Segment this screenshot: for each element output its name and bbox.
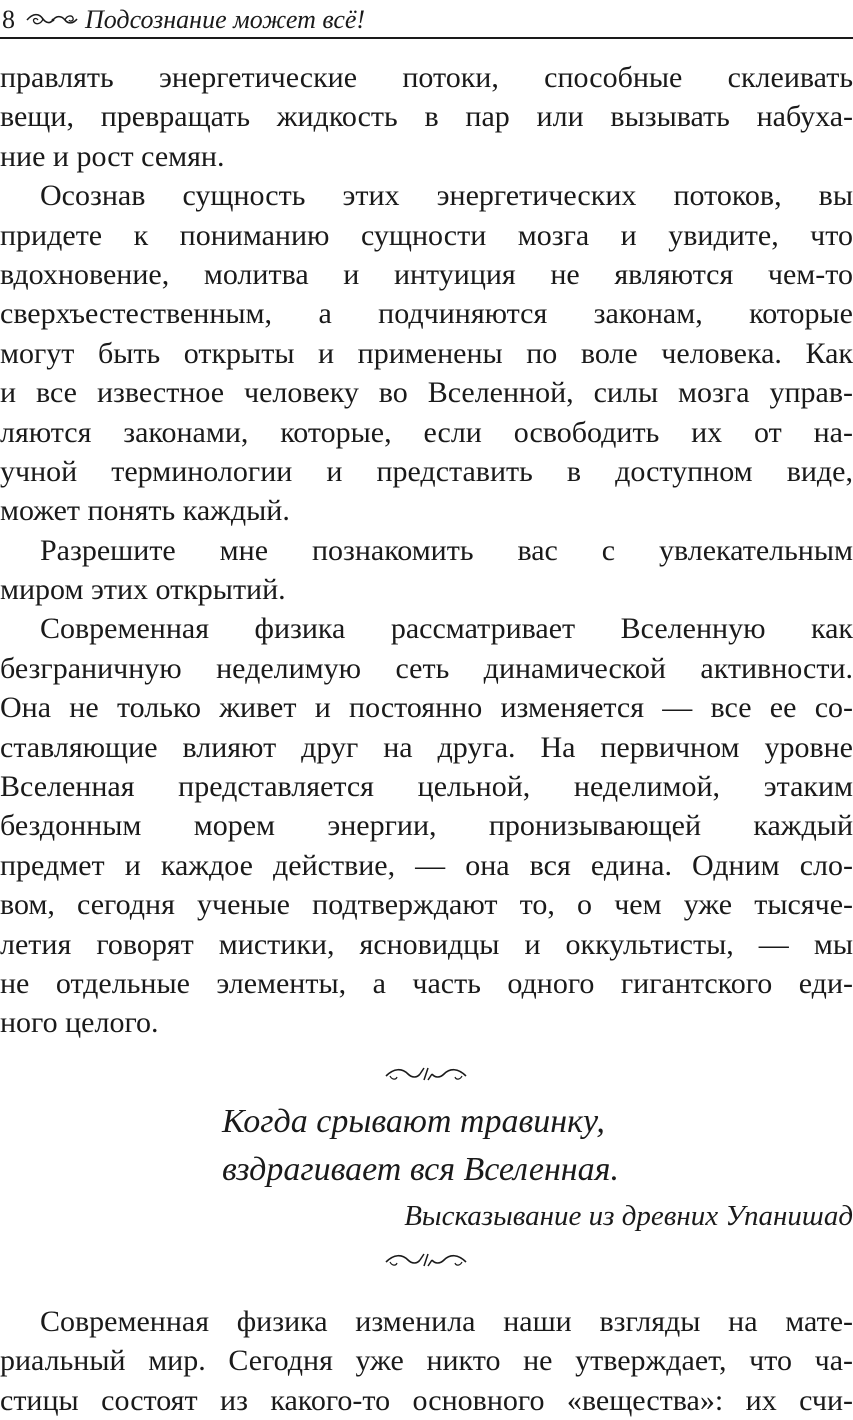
text-line: вещи, превращать жидкость в пар или вызывать набуха- <box>0 100 853 134</box>
text-line: Современная физика рассматривает Вселенную как <box>40 612 853 646</box>
text-line: Осознав сущность этих энергетических потоков, вы <box>40 179 853 213</box>
text-line: ляются законами, которые, если освободить их от на- <box>0 415 853 449</box>
text-line: летия говорят мистики, ясновидцы и оккультисты, — мы <box>0 927 853 961</box>
text-line: Она не только живет и постоянно изменяется — все ее со- <box>0 691 853 725</box>
page-number: 8 <box>2 5 15 34</box>
text-line: бездонным морем энергии, пронизывающей каждый <box>0 809 853 843</box>
header-rule <box>0 37 853 39</box>
text-line: ного целого. <box>0 1006 159 1040</box>
text-line: могут быть открыты и применены по воле человека. Как <box>0 336 853 370</box>
text-line: вом, сегодня ученые подтверждают то, о чем уже тысяче- <box>0 888 853 922</box>
running-title: Подсознание может всё! <box>85 5 366 34</box>
running-header <box>0 2 853 38</box>
text-line: придете к пониманию сущности мозга и увидите, что <box>0 218 853 252</box>
epigraph-attribution: Высказывание из древних Упанишад <box>404 1200 853 1232</box>
text-line: сверхъестественным, а подчиняются законам, которые <box>0 297 853 331</box>
epigraph-quote-line: Когда срывают травинку, <box>222 1103 605 1140</box>
text-line: может понять каждый. <box>0 494 290 528</box>
flourish-ornament-icon <box>384 1064 468 1084</box>
text-line: вдохновение, молитва и интуиция не являются чем-то <box>0 257 853 291</box>
text-line: не отдельные элементы, а часть одного гигантского еди- <box>0 966 853 1000</box>
text-line: миром этих открытий. <box>0 573 286 607</box>
text-line: риальный мир. Сегодня уже никто не утверждает, что ча- <box>0 1344 853 1378</box>
text-line: Разрешите мне познакомить вас с увлекательным <box>40 533 853 567</box>
epigraph <box>0 1060 853 1270</box>
text-line: ставляющие влияют друг на друга. На первичном уровне <box>0 730 853 764</box>
text-line: Вселенная представляется цельной, неделимой, этаким <box>0 770 853 804</box>
tail-paragraph <box>0 1302 853 1420</box>
swirl-ornament-icon <box>25 11 79 29</box>
epigraph-quote-line: вздрагивает вся Вселенная. <box>222 1151 619 1188</box>
text-line: и все известное человеку во Вселенной, силы мозга управ- <box>0 376 853 410</box>
body-text <box>0 58 853 1043</box>
text-line: учной терминологии и представить в доступном виде, <box>0 454 853 488</box>
text-line: правлять энергетические потоки, способные склеивать <box>0 61 853 94</box>
text-line: ние и рост семян. <box>0 139 225 173</box>
text-line: предмет и каждое действие, — она вся едина. Одним сло- <box>0 848 853 882</box>
flourish-ornament-icon <box>384 1250 468 1270</box>
text-line: безграничную неделимую сеть динамической активности. <box>0 651 853 685</box>
text-line: стицы состоят из какого-то основного «вещества»: их счи- <box>0 1383 853 1417</box>
text-line: Современная физика изменила наши взгляды на мате- <box>40 1305 853 1338</box>
